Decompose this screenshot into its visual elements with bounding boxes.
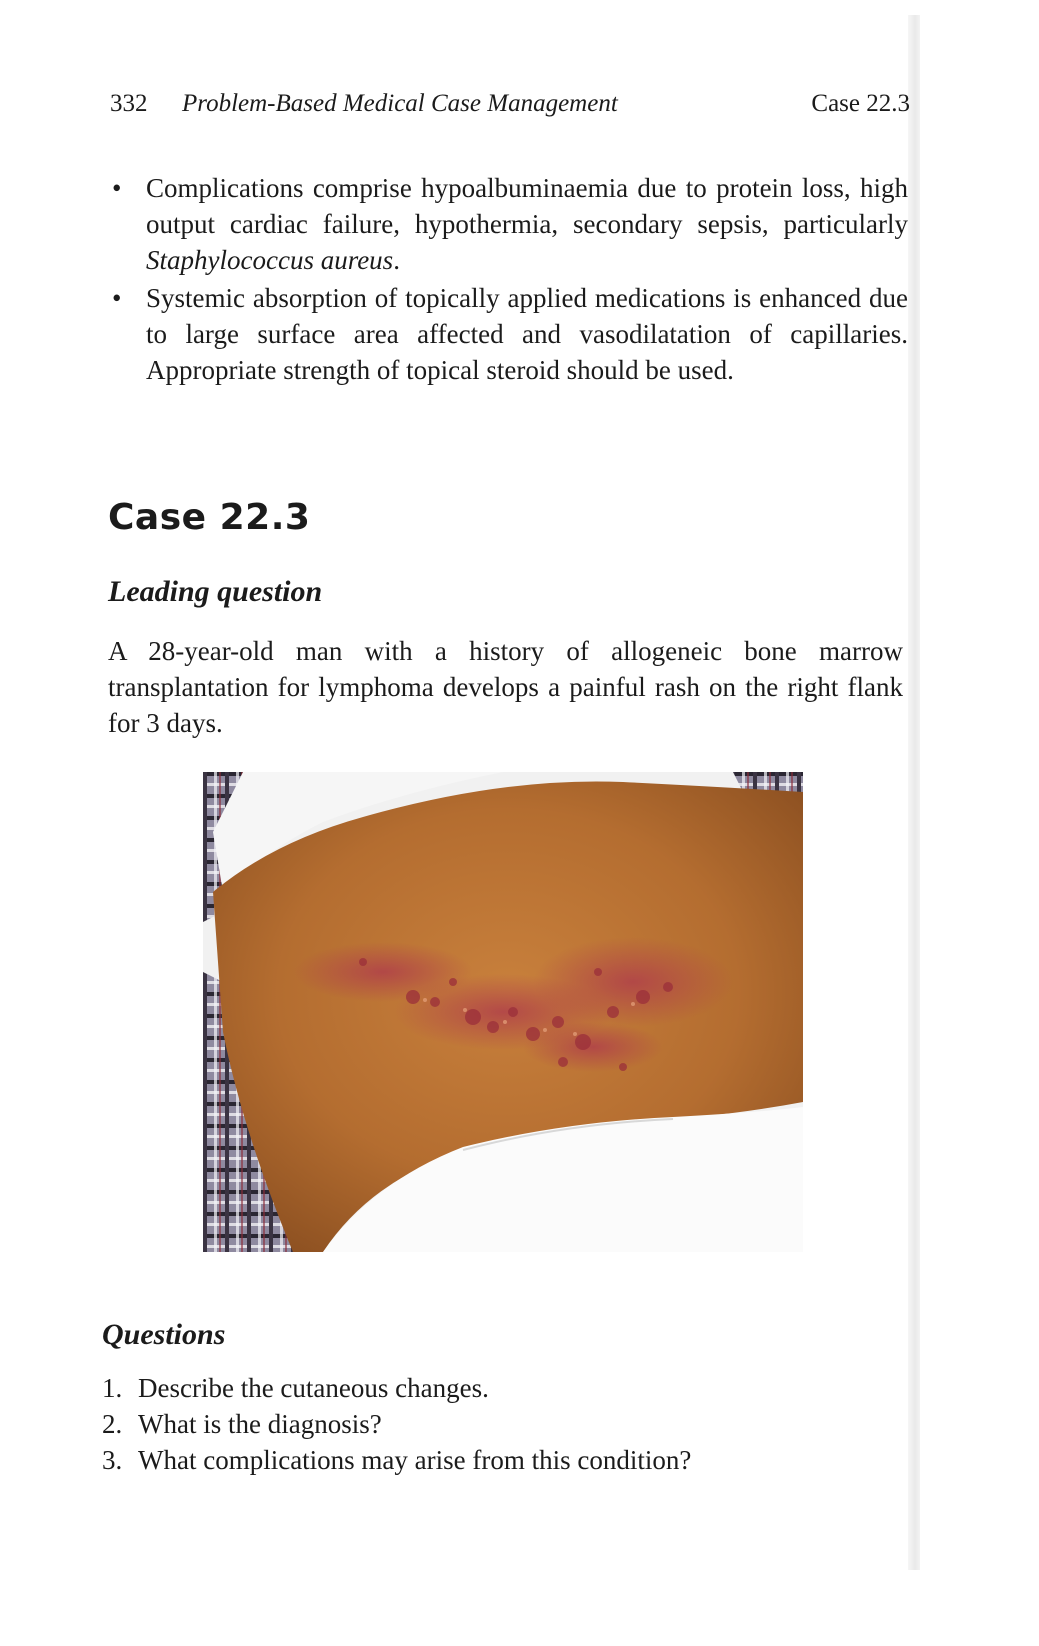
- question-text: What is the diagnosis?: [138, 1409, 382, 1439]
- running-header: [110, 90, 910, 120]
- question-item: [102, 1406, 691, 1442]
- question-item: [102, 1442, 691, 1478]
- bullet-item: [108, 280, 908, 388]
- question-text: Describe the cutaneous changes.: [138, 1373, 489, 1403]
- questions-heading: Questions: [102, 1318, 226, 1351]
- question-text: What complications may arise from this condition?: [138, 1445, 692, 1475]
- case-title: Case 22.3: [108, 497, 311, 538]
- bullet-marker: •: [112, 283, 122, 313]
- page-number: 332: [110, 90, 148, 117]
- bullet-italic-term: Staphylococcus aureus: [146, 245, 394, 275]
- book-title: Problem-Based Medical Case Management: [182, 90, 618, 117]
- question-number: 2.: [102, 1409, 123, 1439]
- clinical-photo-rash-flank: [203, 772, 803, 1252]
- question-number: 3.: [102, 1445, 123, 1475]
- question-item: [102, 1370, 691, 1406]
- bullet-text: Complications comprise hypoalbuminaemia due to protein loss, high output cardiac failure, hypothermia, secondary sepsis, particularly: [146, 173, 908, 239]
- leading-question-heading: Leading question: [108, 575, 323, 608]
- case-reference: Case 22.3: [811, 90, 910, 117]
- bullet-list: [108, 170, 908, 390]
- leading-question-text: A 28-year-old man with a history of allogeneic bone marrow transplantation for lymphoma develops a painful rash on the right flank for 3 days.: [108, 636, 903, 738]
- bullet-marker: •: [112, 173, 122, 203]
- question-number: 1.: [102, 1373, 123, 1403]
- questions-list: [102, 1370, 691, 1478]
- bullet-text: Systemic absorption of topically applied medications is enhanced due to large surface area affected and vasodilatation of capillaries. Appropriate strength of topical steroid should be used.: [146, 283, 908, 385]
- bullet-text-end: .: [393, 245, 400, 275]
- page-edge-shadow: [908, 15, 920, 1570]
- bullet-item: [108, 170, 908, 278]
